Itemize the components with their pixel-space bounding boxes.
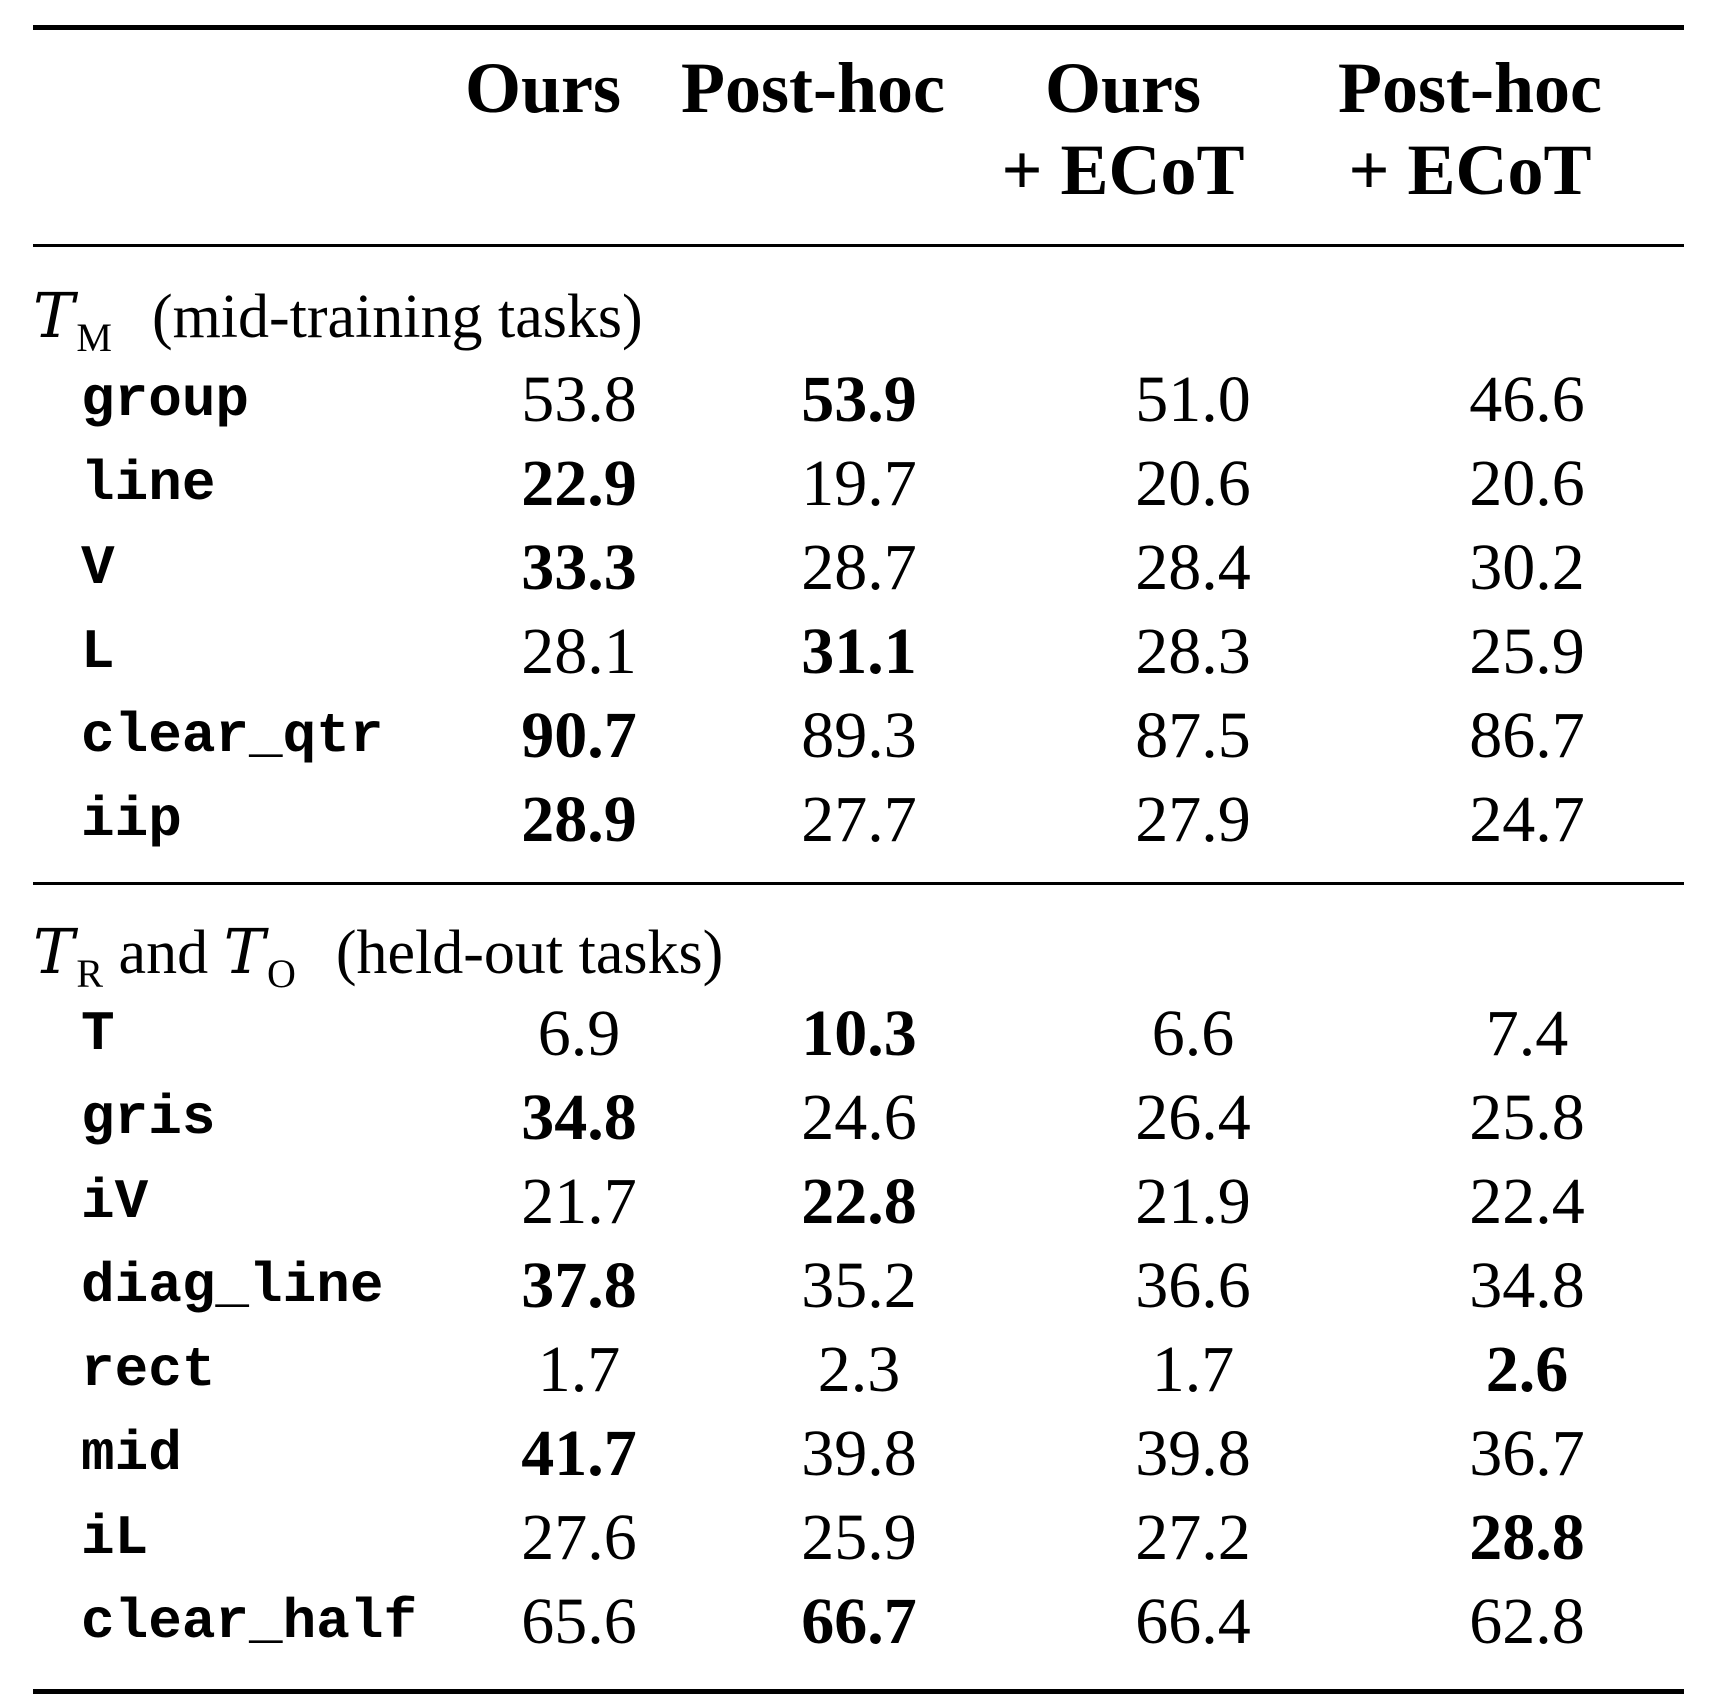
cell-ours-ecot: 1.7 (1151, 1333, 1235, 1406)
cell-ours-ecot: 21.9 (1135, 1165, 1251, 1238)
column-header-line2: + ECoT (1348, 130, 1592, 210)
cell-ours-ecot: 6.6 (1151, 997, 1235, 1070)
task-name: T (81, 1002, 115, 1066)
cell-posthoc: 66.7 (801, 1585, 917, 1658)
task-name: group (81, 368, 250, 432)
column-header-line1: Post-hoc (1338, 48, 1602, 128)
cell-ours: 27.6 (521, 1501, 637, 1574)
cell-ours: 1.7 (537, 1333, 621, 1406)
section-caption: (mid-training tasks) (151, 283, 643, 351)
cell-ours: 22.9 (521, 447, 637, 520)
cell-posthoc-ecot: 62.8 (1469, 1585, 1585, 1658)
cell-posthoc-ecot: 25.8 (1469, 1081, 1585, 1154)
column-header-posthoc (635, 47, 991, 129)
section-caption: (held-out tasks) (335, 919, 724, 987)
task-name: iV (81, 1170, 149, 1234)
cell-ours: 41.7 (521, 1417, 637, 1490)
cell-ours-ecot: 28.3 (1135, 615, 1251, 688)
cell-ours-ecot: 66.4 (1135, 1585, 1251, 1658)
cell-ours-ecot: 26.4 (1135, 1081, 1251, 1154)
cell-ours: 28.9 (521, 783, 637, 856)
cell-ours-ecot: 20.6 (1135, 447, 1251, 520)
task-name: mid (81, 1422, 182, 1486)
cell-ours: 28.1 (521, 615, 637, 688)
column-header-line1: Ours (464, 48, 622, 128)
cell-ours: 65.6 (521, 1585, 637, 1658)
cell-ours-ecot: 28.4 (1135, 531, 1251, 604)
task-name: iip (81, 788, 182, 852)
cell-posthoc-ecot: 20.6 (1469, 447, 1585, 520)
table-row (33, 1412, 1684, 1496)
cell-posthoc: 24.6 (801, 1081, 917, 1154)
cell-posthoc-ecot: 86.7 (1469, 699, 1585, 772)
table-row (33, 1076, 1684, 1160)
cell-ours: 34.8 (521, 1081, 637, 1154)
section-conjunction: and (118, 919, 209, 987)
task-name: line (81, 452, 216, 516)
task-set-symbol: T (223, 915, 265, 988)
top-rule (33, 25, 1684, 30)
table-row (33, 1244, 1684, 1328)
cell-posthoc-ecot: 24.7 (1469, 783, 1585, 856)
cell-posthoc: 2.3 (817, 1333, 901, 1406)
cell-posthoc: 28.7 (801, 531, 917, 604)
table-row (33, 1496, 1684, 1580)
cell-posthoc-ecot: 22.4 (1469, 1165, 1585, 1238)
cell-posthoc: 35.2 (801, 1249, 917, 1322)
table-row (33, 1580, 1684, 1664)
cell-posthoc-ecot: 28.8 (1469, 1501, 1585, 1574)
task-name: clear_qtr (81, 704, 384, 768)
header-rule (33, 244, 1684, 247)
cell-ours-ecot: 36.6 (1135, 1249, 1251, 1322)
cell-ours: 33.3 (521, 531, 637, 604)
task-name: clear_half (81, 1590, 418, 1654)
cell-ours-ecot: 39.8 (1135, 1417, 1251, 1490)
section-heading-mid-training (33, 281, 643, 359)
table-row (33, 526, 1684, 610)
cell-posthoc: 53.9 (801, 363, 917, 436)
cell-posthoc: 25.9 (801, 1501, 917, 1574)
task-set-symbol: T (33, 915, 75, 988)
cell-ours-ecot: 51.0 (1135, 363, 1251, 436)
task-name: V (81, 536, 115, 600)
table-row (33, 694, 1684, 778)
table-row (33, 992, 1684, 1076)
cell-posthoc-ecot: 25.9 (1469, 615, 1585, 688)
cell-ours: 90.7 (521, 699, 637, 772)
table-row (33, 610, 1684, 694)
task-name: rect (81, 1338, 216, 1402)
cell-posthoc-ecot: 34.8 (1469, 1249, 1585, 1322)
table-row (33, 778, 1684, 862)
task-name: iL (81, 1506, 149, 1570)
cell-posthoc-ecot: 7.4 (1485, 997, 1569, 1070)
cell-posthoc: 27.7 (801, 783, 917, 856)
task-set-subscript: M (76, 315, 112, 360)
section-heading-held-out (33, 917, 723, 995)
cell-ours: 6.9 (537, 997, 621, 1070)
column-header-line1: Ours (1044, 48, 1202, 128)
column-header-ours (445, 47, 641, 129)
task-set-symbol: T (33, 279, 75, 352)
task-set-subscript: O (266, 951, 296, 996)
cell-posthoc: 31.1 (801, 615, 917, 688)
column-header-line1: Post-hoc (681, 48, 945, 128)
cell-ours-ecot: 87.5 (1135, 699, 1251, 772)
column-header-ours-ecot (945, 47, 1301, 211)
cell-posthoc: 89.3 (801, 699, 917, 772)
results-table (33, 0, 1684, 1704)
cell-ours: 21.7 (521, 1165, 637, 1238)
table-row (33, 1328, 1684, 1412)
cell-posthoc-ecot: 36.7 (1469, 1417, 1585, 1490)
cell-posthoc-ecot: 46.6 (1469, 363, 1585, 436)
task-name: diag_line (81, 1254, 384, 1318)
cell-posthoc: 10.3 (801, 997, 917, 1070)
column-header-posthoc-ecot (1270, 47, 1670, 211)
task-name: L (81, 620, 115, 684)
task-set-subscript: R (76, 951, 104, 996)
section-rule (33, 882, 1684, 885)
cell-ours-ecot: 27.2 (1135, 1501, 1251, 1574)
cell-posthoc: 22.8 (801, 1165, 917, 1238)
cell-posthoc-ecot: 2.6 (1485, 1333, 1569, 1406)
cell-posthoc-ecot: 30.2 (1469, 531, 1585, 604)
cell-ours: 37.8 (521, 1249, 637, 1322)
cell-ours: 53.8 (521, 363, 637, 436)
task-name: gris (81, 1086, 216, 1150)
table-row (33, 358, 1684, 442)
cell-posthoc: 39.8 (801, 1417, 917, 1490)
bottom-rule (33, 1689, 1684, 1694)
table-row (33, 442, 1684, 526)
column-header-line2: + ECoT (1001, 130, 1245, 210)
cell-posthoc: 19.7 (801, 447, 917, 520)
cell-ours-ecot: 27.9 (1135, 783, 1251, 856)
table-row (33, 1160, 1684, 1244)
